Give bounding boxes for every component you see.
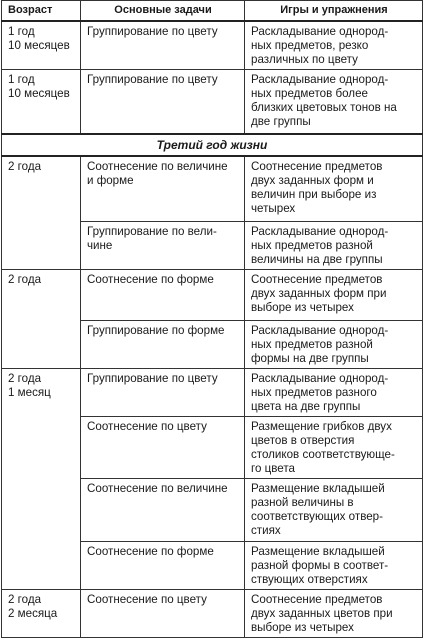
task-cell: Соотнесение по величине <box>81 479 245 542</box>
task-cell: Соотнесение по цвету <box>81 590 245 638</box>
age-cell: 2 года <box>2 156 81 270</box>
age-cell: 2 года 1 месяц <box>2 369 81 590</box>
age-cell: 1 год 10 месяцев <box>2 70 81 134</box>
task-cell: Группирование по цвету <box>81 70 245 134</box>
task-cell: Группирование по цвету <box>81 369 245 417</box>
task-cell: Соотнесение по форме <box>81 542 245 590</box>
table-row <box>2 21 423 70</box>
game-cell: Раскладывание однород- ных предметов разного цвета на две группы <box>245 369 423 417</box>
task-cell: Соотнесение по величине и форме <box>81 156 245 222</box>
game-cell: Раскладывание однород- ных предметов разной формы на две группы <box>245 321 423 369</box>
table-row <box>2 270 423 321</box>
task-cell: Соотнесение по цвету <box>81 417 245 479</box>
header-games: Игры и упражнения <box>245 1 423 21</box>
game-cell: Размещение вкладышей разной формы в соответ- ствующих отверстиях <box>245 542 423 590</box>
game-cell: Раскладывание однород- ных предметов более близких цветовых тонов на две группы <box>245 70 423 134</box>
table-row <box>2 369 423 417</box>
age-cell: 2 года 2 месяца <box>2 590 81 638</box>
task-cell: Группирование по цвету <box>81 21 245 70</box>
task-cell: Группирование по вели- чине <box>81 222 245 270</box>
age-cell: 2 года <box>2 270 81 369</box>
task-cell: Группирование по форме <box>81 321 245 369</box>
header-age: Возраст <box>2 1 81 21</box>
game-cell: Соотнесение предметов двух заданных форм при выборе из четырех <box>245 270 423 321</box>
task-cell: Соотнесение по форме <box>81 270 245 321</box>
game-cell: Раскладывание однород- ных предметов разной величины на две группы <box>245 222 423 270</box>
table-row <box>2 590 423 638</box>
table-header-row <box>2 1 423 21</box>
game-cell: Размещение вкладышей разной величины в соответствующих отвер- стиях <box>245 479 423 542</box>
game-cell: Раскладывание однород- ных предметов, резко различных по цвету <box>245 21 423 70</box>
game-cell: Размещение грибков двух цветов в отверстия столиков соответствующе- го цвета <box>245 417 423 479</box>
section-row <box>2 134 423 156</box>
table-row <box>2 156 423 222</box>
section-title: Третий год жизни <box>2 134 423 156</box>
age-cell: 1 год 10 месяцев <box>2 21 81 70</box>
development-table <box>1 0 423 638</box>
game-cell: Соотнесение предметов двух заданных форм и величин при выборе из четырех <box>245 156 423 222</box>
table-row <box>2 70 423 134</box>
game-cell: Соотнесение предметов двух заданных цветов при выборе из четырех <box>245 590 423 638</box>
header-tasks: Основные задачи <box>81 1 245 21</box>
